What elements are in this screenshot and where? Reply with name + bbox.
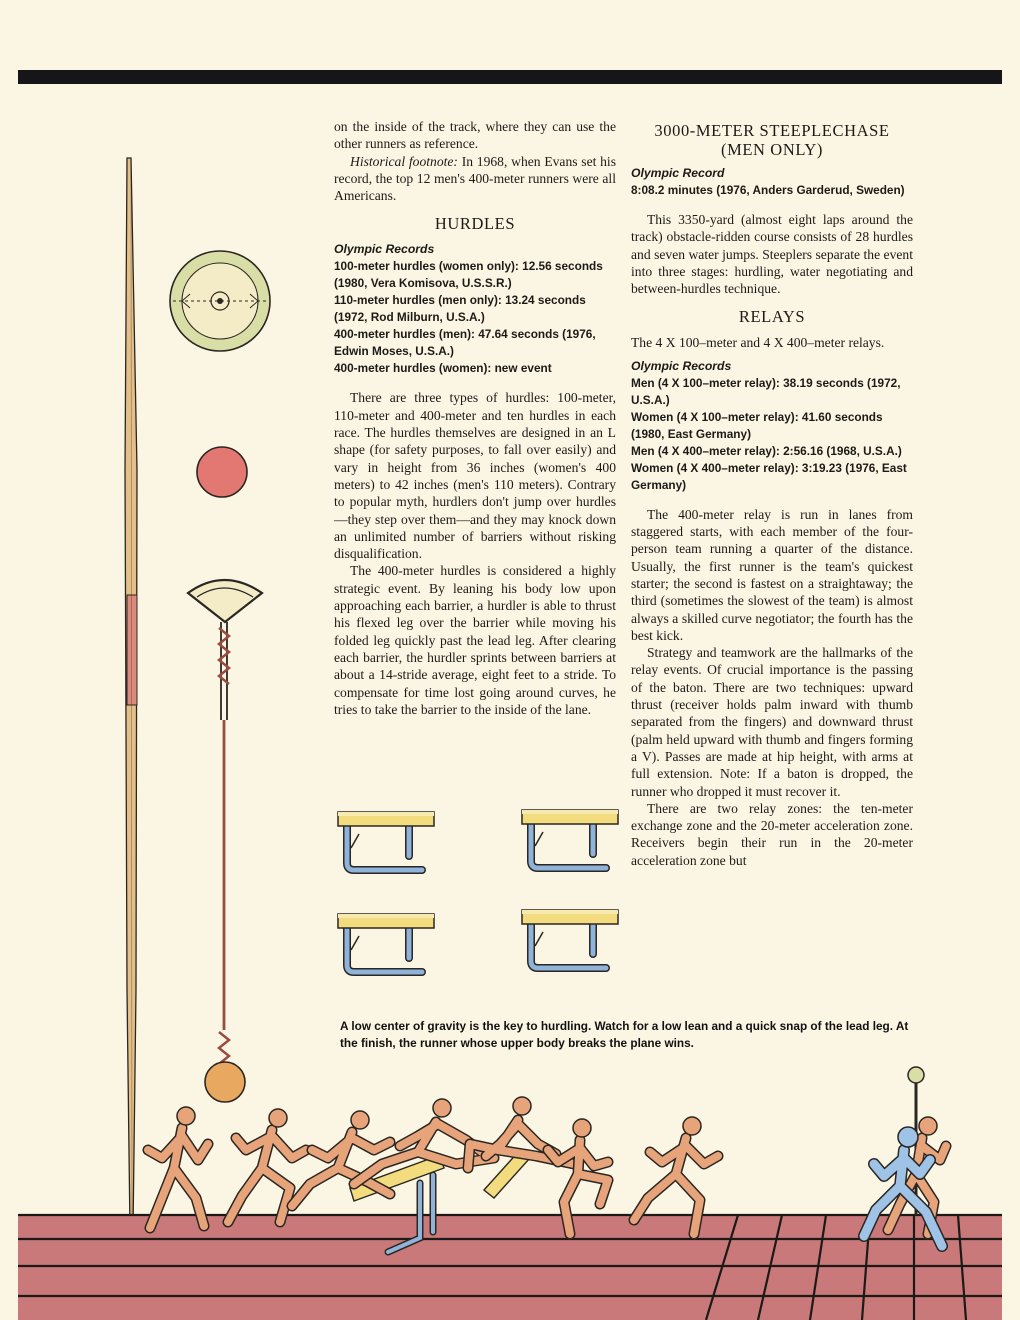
steeplechase-records [631,165,913,199]
record-item: 8:08.2 minutes (1976, Anders Garderud, Sweden) [631,183,905,197]
footnote-label: Historical footnote: [350,153,458,169]
intro-paragraph: on the inside of the track, where they can use the other runners as reference. [334,119,616,152]
hammer-illustration [188,580,262,1102]
steeplechase-title-line2: (MEN ONLY) [721,140,823,159]
right-column [631,118,913,869]
illustration-caption: A low center of gravity is the key to hurdling. Watch for a low lean and a quick snap of the lead leg. At the finish, the runner whose upper body breaks the plane wins. [340,1019,909,1050]
hurdles-records [334,241,616,377]
hurdle-icon [338,914,434,972]
record-item: Women (4 X 100–meter relay): 41.60 seconds (1980, East Germany) [631,409,883,441]
records-heading: Olympic Records [631,358,732,373]
hurdle-icon [522,810,618,868]
steeplechase-heading [631,121,913,159]
running-track [18,1215,1002,1320]
record-item: 100-meter hurdles (women only): 12.56 seconds (1980, Vera Komisova, U.S.S.R.) [334,259,603,291]
hurdle-icon [522,910,618,968]
historical-footnote [334,153,616,205]
shot-put-illustration [197,447,247,497]
relays-heading: RELAYS [738,307,806,327]
relays-paragraph: Strategy and teamwork are the hallmarks of the relay events. Of crucial importance is the passing of the baton. There are two techniques: upward thrust (receiver holds palm inward with thumb separated from the fingers) and downward thrust (palm held upward with thumb and fingers forming a V). Passes are made at hip height, with arms at full extension. Note: If a baton is dropped, the runner who dropped it must recover it. [631,645,913,799]
records-heading: Olympic Records [334,242,435,257]
relays-records [631,358,913,494]
relays-paragraph: The 400-meter relay is run in lanes from staggered starts, with each member of the four-person team running a quarter of the distance. Usually, the first runner is the team's quickest starter; the second is fastest on a straightaway; the third (sometimes the slowest of the team) is almost always a skilled curve negotiator; the fourth has the best kick. [631,506,913,643]
hurdles-paragraph: The 400-meter hurdles is considered a highly strategic event. By leaning his body low upon approaching each barrier, a hurdler is able to thrust his flexed leg over the barrier while moving his folded leg quickly past the lead leg. After clearing each barrier, the hurdler sprints between barriers at about a 14-stride average, eight feet to a stride. To compensate for time lost going around curves, he tries to take the barrier to the inside of the lane. [334,563,616,717]
relays-paragraph: There are two relay zones: the ten-meter exchange zone and the 20-meter acceleration zone. Receivers begin their run in the 20-meter acceleration zone but [631,800,913,868]
records-heading: Olympic Record [631,166,725,180]
hurdle-icon [338,812,434,870]
record-item: Men (4 X 100–meter relay): 38.19 seconds (1972, U.S.A.) [631,375,901,407]
runner-figure [292,1111,390,1206]
record-item: 400-meter hurdles (men): 47.64 seconds (1976, Edwin Moses, U.S.A.) [334,327,596,359]
hurdles-paragraph: There are three types of hurdles: 100-meter, 110-meter and 400-meter and ten hurdles in each race. The hurdles themselves are designed in an L shape (for safety purposes, to fall over easily) and vary in height from 36 inches (women's 400 meters) to 42 inches (men's 110 meters). Contrary to popular myth, hurdlers don't jump over hurdles—they step over them—and they may knock down an unlimited number of barriers without risking disqualification. [334,390,616,562]
footnote-text: In 1968, when Evans set his record, the top 12 men's 400-meter runners were all Americans. [334,153,617,204]
discus-illustration [170,251,270,351]
javelin-illustration [125,158,137,1232]
record-item: Men (4 X 400–meter relay): 2:56.16 (1968, U.S.A.) [631,443,902,458]
record-item: Women (4 X 400–meter relay): 3:19.23 (1976, East Germany) [631,460,907,492]
relays-intro: The 4 X 100–meter and 4 X 400–meter relays. [631,335,885,351]
record-item: 110-meter hurdles (men only): 13.24 seconds (1972, Rod Milburn, U.S.A.) [334,293,586,325]
left-column [334,118,616,718]
steeplechase-title-line1: 3000-METER STEEPLECHASE [654,121,890,140]
steeplechase-paragraph: This 3350-yard (almost eight laps around the track) obstacle-ridden course consists of 28 hurdles and seven water jumps. Steeplers separate the event into three stages: hurdling, water negotiating and between-hurdles technique. [631,212,913,297]
hurdles-heading: HURDLES [434,214,516,234]
record-item: 400-meter hurdles (women): new event [334,361,552,376]
runner-figure [148,1107,208,1228]
